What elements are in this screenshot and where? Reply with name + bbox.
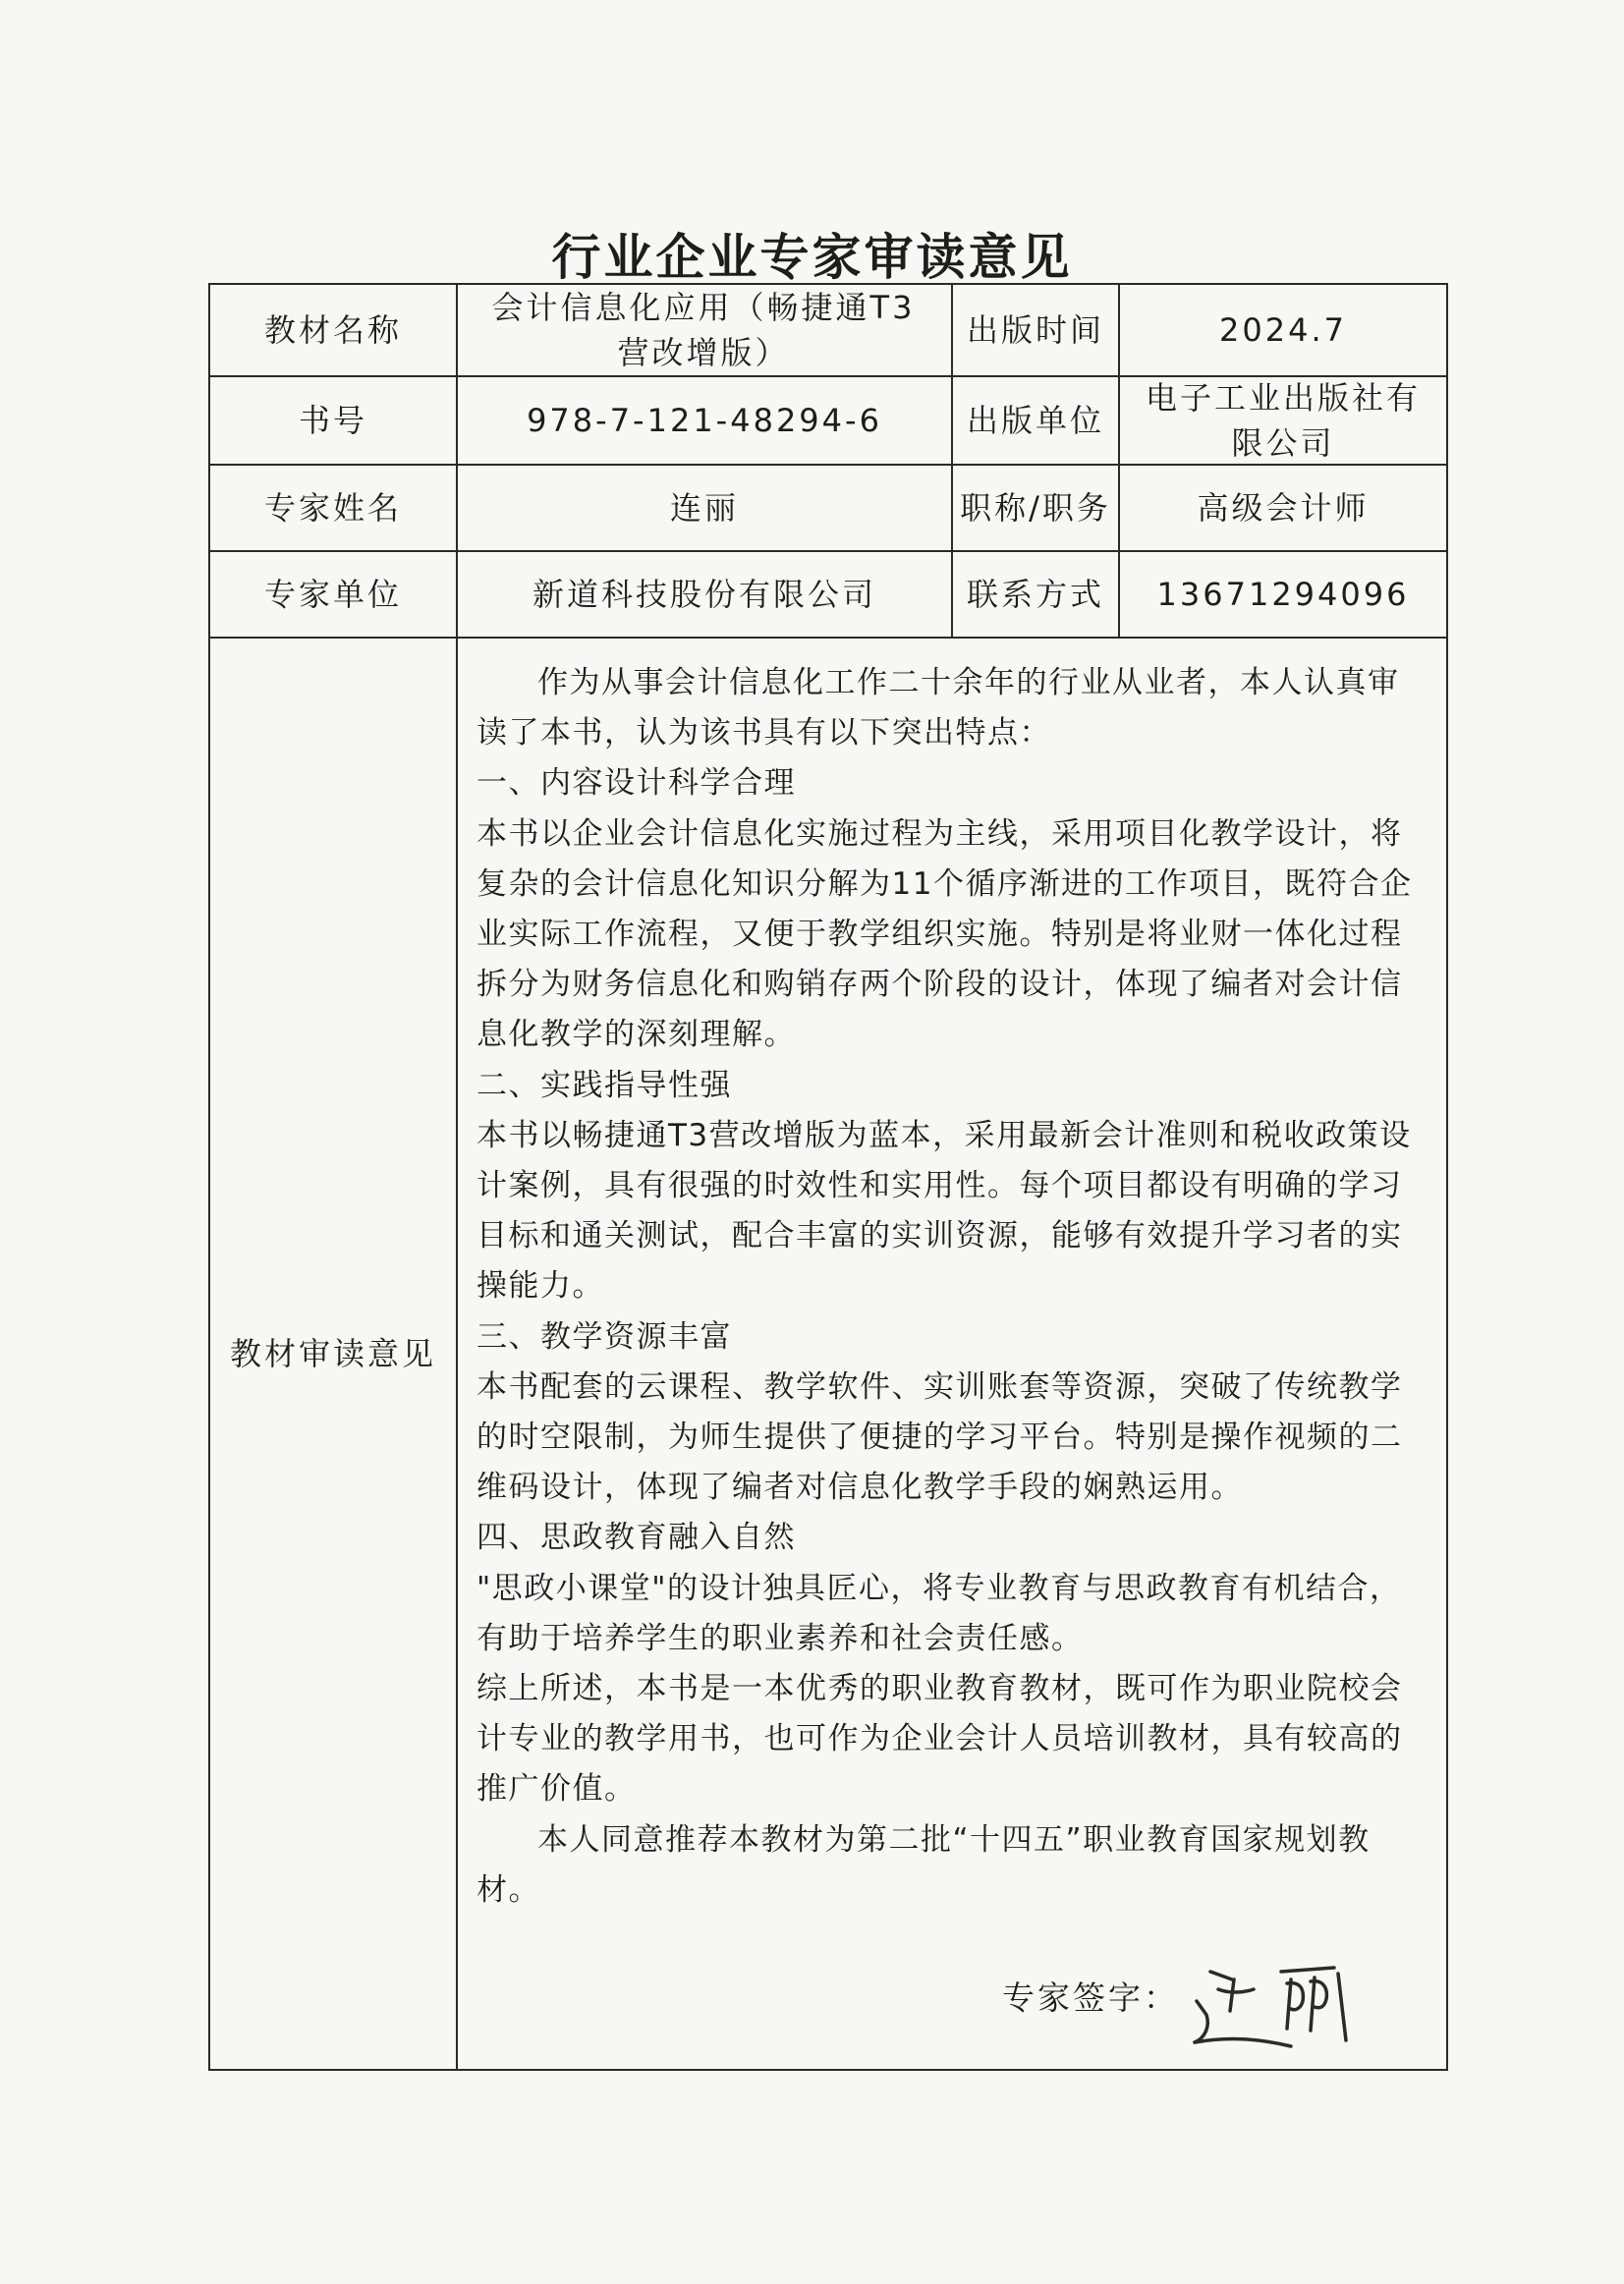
signature-label: 专家签字： [1002,1978,1179,2017]
opinion-section1-body: 本书以企业会计信息化实施过程为主线，采用项目化教学设计，将复杂的会计信息化知识分解为11个循序渐进的工作项目，既符合企业实际工作流程，又便于教学组织实施。特别是将业财一体化过程拆分为财务信息化和购销存两个阶段的设计，体现了编者对会计信息化教学的深刻理解。 [476,815,1413,1053]
label-review-opinion: 教材审读意见 [229,1335,436,1372]
opinion-section4-body: "思政小课堂"的设计独具匠心，将专业教育与思政教育有机结合，有助于培养学生的职业素养和社会责任感。 [476,1570,1402,1656]
value-publish-date: 2024.7 [1219,311,1347,349]
table-rule [456,283,458,2071]
handwritten-signature [1189,1950,1356,2058]
opinion-section2-body: 本书以畅捷通T3营改增版为蓝本，采用最新会计准则和税收政策设计案例，具有很强的时效性和实用性。每个项目都设有明确的学习目标和通关测试，配合丰富的实训资源，能够有效提升学习者的实操能力。 [476,1117,1412,1305]
opinion-section3-title: 三、教学资源丰富 [476,1318,732,1355]
opinion-recommendation: 本人同意推荐本教材为第二批“十四五”职业教育国家规划教材。 [476,1821,1371,1908]
value-textbook-name: 会计信息化应用（畅捷通T3营改增版） [491,289,916,371]
label-textbook-name: 教材名称 [263,311,402,349]
opinion-intro: 作为从事会计信息化工作二十余年的行业从业者，本人认真审读了本书，认为该书具有以下突出特点： [476,665,1400,752]
value-publisher: 电子工业出版社有限公司 [1145,379,1421,462]
review-opinion-text [476,658,1429,1916]
opinion-section1-title: 一、内容设计科学合理 [476,765,796,802]
label-contact: 联系方式 [966,576,1104,613]
opinion-section4-title: 四、思政教育融入自然 [476,1520,796,1556]
value-contact: 13671294096 [1156,576,1410,613]
document-title: 行业企业专家审读意见 [551,229,1073,286]
value-expert-name: 连丽 [669,489,739,527]
label-isbn: 书号 [298,402,367,439]
value-isbn: 978-7-121-48294-6 [527,402,882,439]
opinion-summary: 综上所述，本书是一本优秀的职业教育教材，既可作为职业院校会计专业的教学用书，也可作为企业会计人员培训教材，具有较高的推广价值。 [476,1671,1403,1808]
opinion-section2-title: 二、实践指导性强 [476,1067,732,1103]
label-expert-unit: 专家单位 [263,576,402,613]
label-publish-date: 出版时间 [966,311,1104,349]
label-title-position: 职称/职务 [960,489,1111,527]
value-expert-unit: 新道科技股份有限公司 [532,576,876,613]
label-publisher: 出版单位 [966,402,1104,439]
label-expert-name: 专家姓名 [263,489,402,527]
value-title-position: 高级会计师 [1197,489,1370,527]
opinion-section3-body: 本书配套的云课程、教学软件、实训账套等资源，突破了传统教学的时空限制，为师生提供了便捷的学习平台。特别是操作视频的二维码设计，体现了编者对信息化教学手段的娴熟运用。 [476,1368,1403,1506]
